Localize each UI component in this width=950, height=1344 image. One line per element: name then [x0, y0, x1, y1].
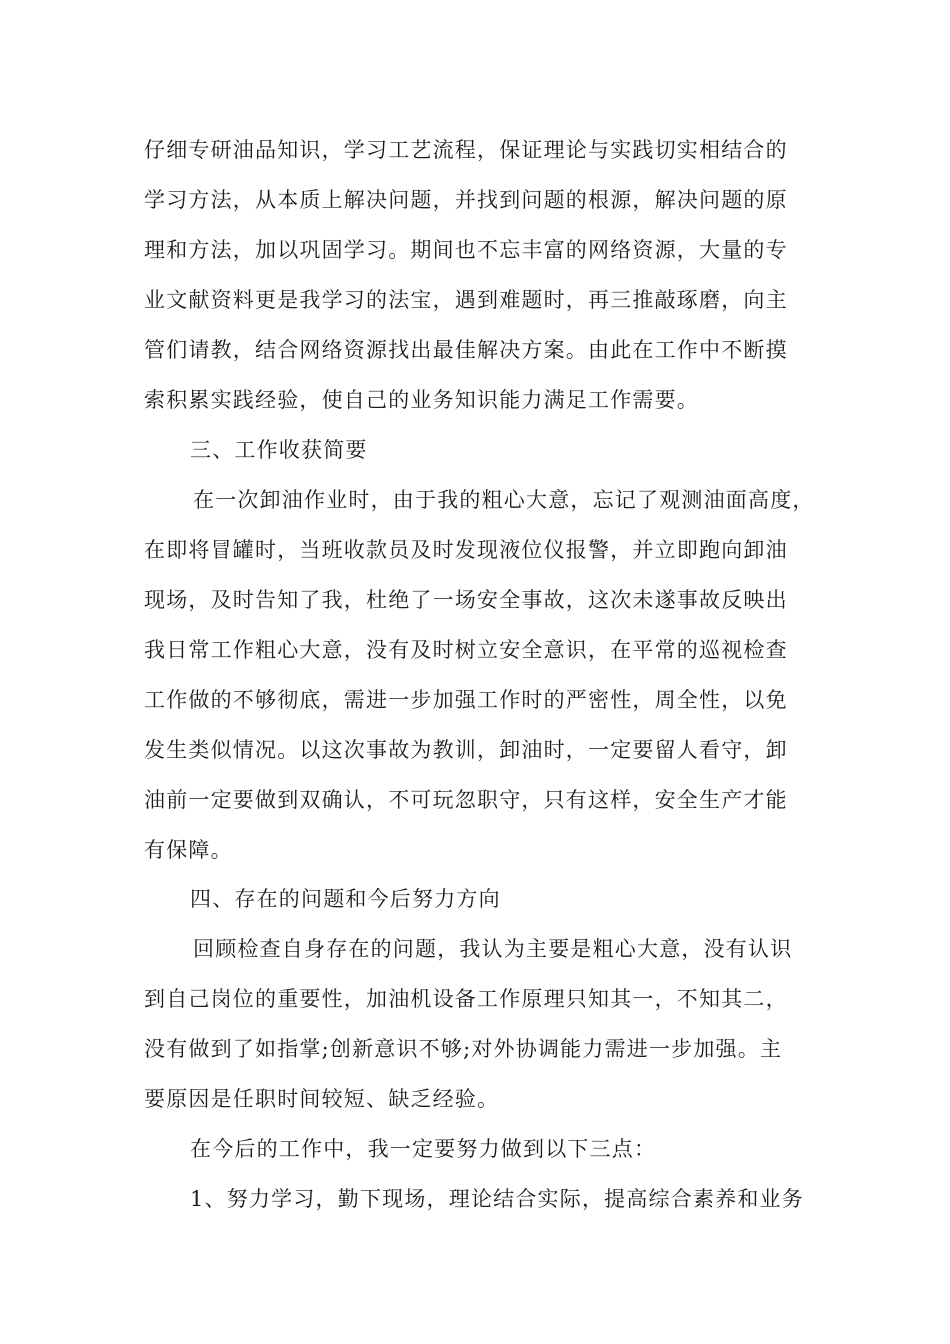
- text-line-10: 现场，及时告知了我，杜绝了一场安全事故，这次未遂事故反映出: [144, 588, 788, 612]
- section-heading-4: 四、存在的问题和今后努力方向: [190, 887, 501, 911]
- text-line-11: 我日常工作粗心大意，没有及时树立安全意识，在平常的巡视检查: [144, 638, 788, 662]
- text-line-8: 在一次卸油作业时，由于我的粗心大意，忘记了观测油面高度，: [193, 488, 815, 512]
- section-heading-3: 三、工作收获简要: [190, 438, 368, 462]
- text-line-17: 回顾检查自身存在的问题，我认为主要是粗心大意，没有认识: [193, 937, 793, 961]
- text-line-12: 工作做的不够彻底，需进一步加强工作时的严密性，周全性，以免: [144, 688, 788, 712]
- text-line-22: 1、努力学习，勤下现场，理论结合实际，提高综合素养和业务: [190, 1187, 804, 1211]
- text-line-6: 索积累实践经验，使自己的业务知识能力满足工作需要。: [144, 388, 699, 412]
- text-line-4: 业文献资料更是我学习的法宝，遇到难题时，再三推敲琢磨，向主: [144, 288, 788, 312]
- text-line-15: 有保障。: [144, 838, 233, 862]
- text-line-19: 没有做到了如指掌;创新意识不够;对外协调能力需进一步加强。主: [144, 1037, 783, 1061]
- text-line-3: 理和方法，加以巩固学习。期间也不忘丰富的网络资源，大量的专: [144, 238, 788, 262]
- text-line-2: 学习方法，从本质上解决问题，并找到问题的根源，解决问题的原: [144, 188, 788, 212]
- text-line-20: 要原因是任职时间较短、缺乏经验。: [144, 1087, 500, 1111]
- text-line-14: 油前一定要做到双确认，不可玩忽职守，只有这样，安全生产才能: [144, 788, 788, 812]
- text-line-9: 在即将冒罐时，当班收款员及时发现液位仪报警，并立即跑向卸油: [144, 538, 788, 562]
- text-line-13: 发生类似情况。以这次事故为教训，卸油时，一定要留人看守，卸: [144, 738, 788, 762]
- text-line-5: 管们请教，结合网络资源找出最佳解决方案。由此在工作中不断摸: [144, 338, 788, 362]
- text-line-21: 在今后的工作中，我一定要努力做到以下三点：: [190, 1137, 657, 1161]
- text-line-18: 到自己岗位的重要性，加油机设备工作原理只知其一，不知其二，: [144, 987, 788, 1011]
- text-line-1: 仔细专研油品知识，学习工艺流程，保证理论与实践切实相结合的: [144, 138, 788, 162]
